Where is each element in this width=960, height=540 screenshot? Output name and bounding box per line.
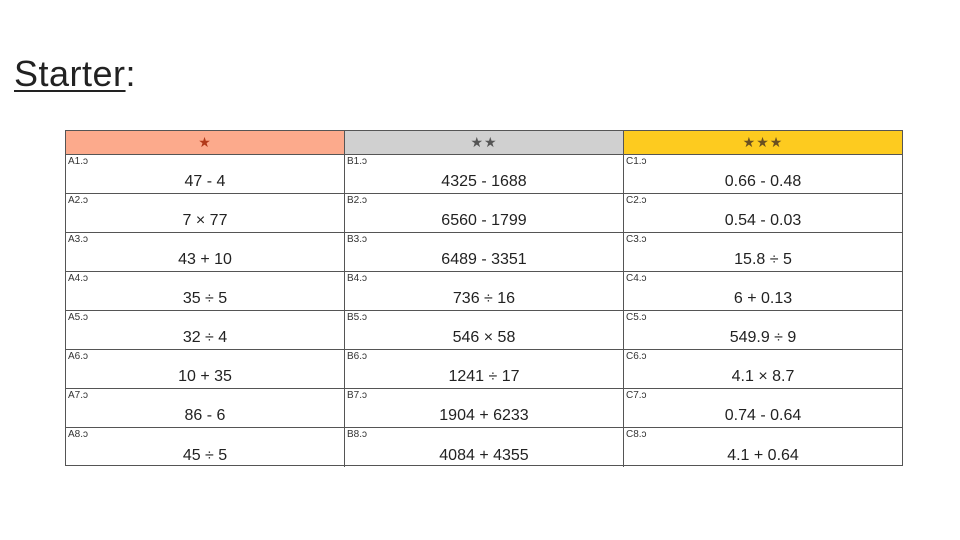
header-two-star: ★★: [345, 131, 624, 155]
question-cell: [66, 194, 345, 233]
question-expression: 86 - 6: [184, 407, 226, 424]
question-id: C4.ↄ: [626, 273, 647, 284]
question-cell: [66, 428, 345, 467]
question-id: C6.ↄ: [626, 351, 647, 362]
question-id: B1.ↄ: [347, 156, 368, 167]
question-id: A3.ↄ: [68, 234, 89, 245]
question-expression: 1241 ÷ 17: [448, 368, 520, 385]
question-id: A2.ↄ: [68, 195, 89, 206]
question-id: C5.ↄ: [626, 312, 647, 323]
question-expression: 4.1 × 8.7: [731, 368, 795, 385]
question-id: B2.ↄ: [347, 195, 368, 206]
slide-title-text: Starter: [14, 53, 126, 94]
header-one-star: ★: [66, 131, 345, 155]
question-id: B4.ↄ: [347, 273, 368, 284]
question-expression: 549.9 ÷ 9: [729, 329, 797, 346]
question-expression: 7 × 77: [182, 212, 228, 229]
question-cell: [624, 194, 902, 233]
question-id: C3.ↄ: [626, 234, 647, 245]
question-id: A1.ↄ: [68, 156, 89, 167]
question-expression: 35 ÷ 5: [182, 290, 228, 307]
question-id: B8.ↄ: [347, 429, 368, 440]
question-expression: 45 ÷ 5: [182, 447, 228, 464]
question-cell: [345, 311, 624, 350]
question-id: C1.ↄ: [626, 156, 647, 167]
question-table: [65, 130, 903, 466]
question-cell: [624, 272, 902, 311]
question-expression: 15.8 ÷ 5: [734, 251, 792, 268]
question-cell: [624, 311, 902, 350]
question-id: A6.ↄ: [68, 351, 89, 362]
question-cell: [345, 272, 624, 311]
question-cell: [345, 428, 624, 467]
question-id: B5.ↄ: [347, 312, 368, 323]
question-expression: 0.66 - 0.48: [724, 173, 802, 190]
header-three-star: ★★★: [624, 131, 902, 155]
question-expression: 4.1 + 0.64: [727, 447, 799, 464]
question-id: B6.ↄ: [347, 351, 368, 362]
question-expression: 4084 + 4355: [439, 447, 529, 464]
question-expression: 1904 + 6233: [439, 407, 529, 424]
question-cell: [624, 155, 902, 194]
question-id: B7.ↄ: [347, 390, 368, 401]
question-expression: 43 + 10: [178, 251, 232, 268]
question-cell: [66, 233, 345, 272]
question-id: A7.ↄ: [68, 390, 89, 401]
question-id: C8.ↄ: [626, 429, 647, 440]
question-id: A4.ↄ: [68, 273, 89, 284]
question-id: A5.ↄ: [68, 312, 89, 323]
question-cell: [66, 389, 345, 428]
question-cell: [624, 389, 902, 428]
question-cell: [624, 428, 902, 467]
question-cell: [624, 350, 902, 389]
question-expression: 32 ÷ 4: [182, 329, 228, 346]
question-cell: [66, 155, 345, 194]
question-expression: 10 + 35: [178, 368, 232, 385]
question-expression: 0.74 - 0.64: [724, 407, 802, 424]
question-cell: [66, 350, 345, 389]
question-cell: [345, 155, 624, 194]
question-cell: [66, 311, 345, 350]
slide-title-colon: :: [125, 53, 137, 94]
question-expression: 0.54 - 0.03: [724, 212, 802, 229]
question-cell: [345, 233, 624, 272]
question-expression: 6489 - 3351: [441, 251, 527, 268]
question-cell: [624, 233, 902, 272]
question-cell: [345, 350, 624, 389]
question-id: C2.ↄ: [626, 195, 647, 206]
question-cell: [66, 272, 345, 311]
question-id: C7.ↄ: [626, 390, 647, 401]
question-cell: [345, 194, 624, 233]
question-expression: 6 + 0.13: [733, 290, 793, 307]
question-cell: [345, 389, 624, 428]
question-id: A8.ↄ: [68, 429, 89, 440]
question-expression: 6560 - 1799: [441, 212, 527, 229]
slide-title: [14, 52, 136, 96]
question-expression: 546 × 58: [452, 329, 516, 346]
question-expression: 4325 - 1688: [441, 173, 527, 190]
question-id: B3.ↄ: [347, 234, 368, 245]
question-expression: 736 ÷ 16: [452, 290, 516, 307]
question-expression: 47 - 4: [184, 173, 226, 190]
